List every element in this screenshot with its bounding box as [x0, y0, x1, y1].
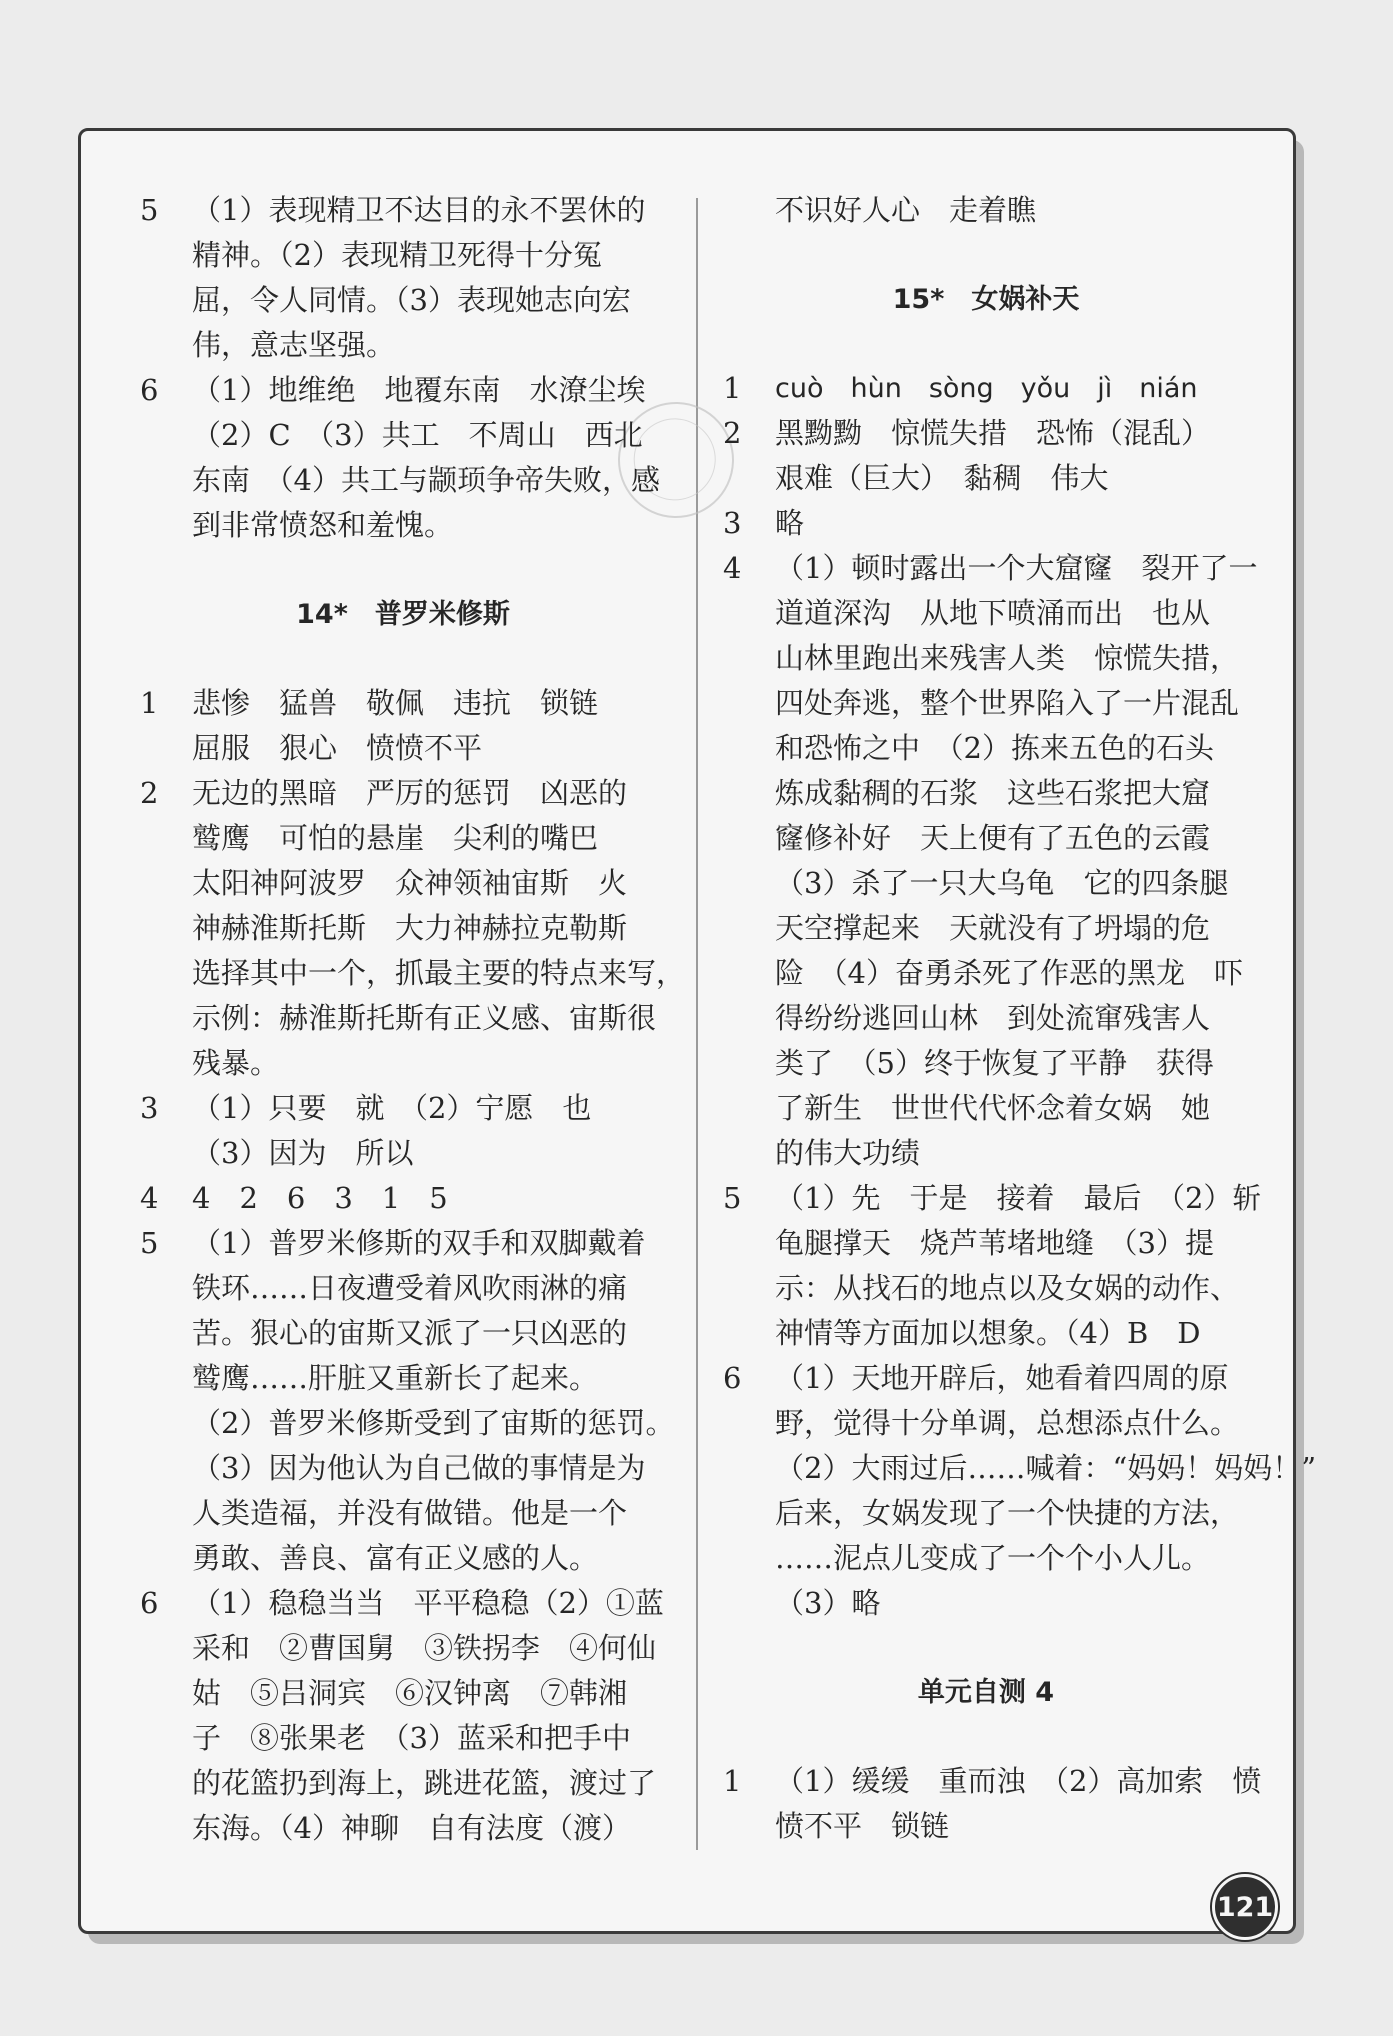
answer-number: 2	[140, 776, 159, 810]
answer-number: 6	[140, 1586, 159, 1620]
answer-line: 神情等方面加以想象。（4）B D	[775, 1316, 1201, 1350]
answer-line: 精神。（2）表现精卫死得十分冤	[192, 238, 602, 272]
answer-line: 愤不平 锁链	[775, 1809, 950, 1843]
answer-line: （1）顿时露出一个大窟窿 裂开了一	[775, 551, 1258, 585]
answer-item	[138, 1086, 668, 1176]
answer-line: 炼成黏稠的石浆 这些石浆把大窟	[775, 776, 1211, 810]
answer-line: （1）地维绝 地覆东南 水潦尘埃	[192, 373, 646, 407]
answer-line: 采和 ②曹国舅 ③铁拐李 ④何仙	[192, 1631, 657, 1665]
answer-line: 4 2 6 3 1 5	[192, 1181, 448, 1215]
answer-line: 了新生 世世代代怀念着女娲 她	[775, 1091, 1211, 1125]
answer-line: 道道深沟 从地下喷涌而出 也从	[775, 596, 1211, 630]
answer-line: 神赫淮斯托斯 大力神赫拉克勒斯	[192, 911, 628, 945]
answer-item	[721, 546, 1258, 1176]
right-column	[721, 188, 1317, 1849]
answer-item	[138, 1581, 668, 1851]
answer-line: （2）C （3）共工 不周山 西北	[192, 418, 643, 452]
answer-line: 屈，令人同情。（3）表现她志向宏	[192, 283, 631, 317]
answer-list	[138, 188, 668, 548]
answer-line: 太阳神阿波罗 众神领袖宙斯 火	[192, 866, 628, 900]
answer-line: （1）缓缓 重而浊 （2）高加索 愤	[775, 1764, 1262, 1798]
answer-line: 鹫鹰 可怕的悬崖 尖利的嘴巴	[192, 821, 599, 855]
answer-item	[721, 366, 1251, 411]
answer-line: 鹫鹰……肝脏又重新长了起来。	[192, 1361, 599, 1395]
answer-number: 5	[723, 1181, 742, 1215]
answer-line: （3）因为他认为自己做的事情是为	[192, 1451, 646, 1485]
answer-line: 野，觉得十分单调，总想添点什么。	[775, 1406, 1240, 1440]
answer-line: 天空撑起来 天就没有了坍塌的危	[775, 911, 1211, 945]
answer-line: 子 ⑧张果老 （3）蓝采和把手中	[192, 1721, 631, 1755]
answer-list	[721, 366, 1317, 1626]
answer-line: 悲惨 猛兽 敬佩 违抗 锁链	[192, 686, 599, 720]
answer-number: 1	[140, 686, 159, 720]
answer-item	[721, 1176, 1262, 1356]
answer-item	[138, 1176, 668, 1221]
answer-line: 选择其中一个，抓最主要的特点来写，	[192, 956, 686, 990]
answer-line: （1）稳稳当当 平平稳稳（2）①蓝	[192, 1586, 664, 1620]
answer-line: 屈服 狠心 愤愤不平	[192, 731, 483, 765]
answer-number: 3	[723, 506, 742, 540]
answer-number: 6	[723, 1361, 742, 1395]
answer-number: 5	[140, 193, 159, 227]
answer-item	[138, 188, 668, 368]
answer-line: 示例：赫淮斯托斯有正义感、宙斯很	[192, 1001, 657, 1035]
answer-number: 6	[140, 373, 159, 407]
answer-item	[721, 1759, 1262, 1849]
answer-line: （3）因为 所以	[192, 1136, 414, 1170]
answer-line: 艰难（巨大） 黏稠 伟大	[775, 461, 1109, 495]
answer-line: 四处奔逃，整个世界陷入了一片混乱	[775, 686, 1240, 720]
answer-line: 类了 （5）终于恢复了平静 获得	[775, 1046, 1214, 1080]
answer-line: 的花篮扔到海上，跳进花篮，渡过了	[192, 1766, 657, 1800]
answer-item	[721, 1356, 1317, 1626]
answer-line: 勇敢、善良、富有正义感的人。	[192, 1541, 599, 1575]
answer-line: 东海。（4）神聊 自有法度（渡）	[192, 1811, 631, 1845]
section-heading-15: 15* 女娲补天	[892, 284, 1080, 315]
answer-item	[721, 411, 1251, 501]
answer-line: 险 （4）奋勇杀死了作恶的黑龙 吓	[775, 956, 1243, 990]
answer-line: 后来，女娲发现了一个快捷的方法，	[775, 1496, 1240, 1530]
answer-item	[138, 681, 668, 771]
answer-line: 残暴。	[192, 1046, 280, 1080]
answer-item	[138, 1221, 675, 1581]
answer-line: 人类造福，并没有做错。他是一个	[192, 1496, 628, 1530]
page-number-badge: 121	[1212, 1874, 1278, 1940]
answer-line: 姑 ⑤吕洞宾 ⑥汉钟离 ⑦韩湘	[192, 1676, 628, 1710]
answer-line: （1）普罗米修斯的双手和双脚戴着	[192, 1226, 646, 1260]
answer-line: 到非常愤怒和羞愧。	[192, 508, 454, 542]
answer-line: cuò hùn sòng yǒu jì nián	[775, 373, 1198, 404]
answer-line: 东南 （4）共工与颛顼争帝失败，感	[192, 463, 660, 497]
answer-line: （1）表现精卫不达目的永不罢休的	[192, 193, 646, 227]
answer-item	[138, 368, 668, 548]
section-heading-unit-test: 单元自测 4	[917, 1677, 1055, 1708]
answer-line: （2）普罗米修斯受到了宙斯的惩罚。	[192, 1406, 675, 1440]
answer-line: 略	[775, 506, 805, 540]
answer-item	[721, 501, 1251, 546]
continuation-line: 不识好人心 走着瞧	[775, 193, 1037, 227]
answer-line: 龟腿撑天 烧芦苇堵地缝 （3）提	[775, 1226, 1214, 1260]
section-heading-14: 14* 普罗米修斯	[296, 599, 510, 630]
left-column	[138, 188, 686, 1851]
answer-line: 铁环……日夜遭受着风吹雨淋的痛	[192, 1271, 628, 1305]
answer-number: 1	[723, 371, 742, 405]
answer-item	[138, 771, 686, 1086]
answer-line: （2）大雨过后……喊着：“妈妈！妈妈！”	[775, 1451, 1317, 1485]
answer-line: （1）只要 就 （2）宁愿 也	[192, 1091, 592, 1125]
answer-number: 3	[140, 1091, 159, 1125]
answer-line: 伟，意志坚强。	[192, 328, 396, 362]
answer-line: （3）杀了一只大乌龟 它的四条腿	[775, 866, 1229, 900]
answer-line: 黑黝黝 惊慌失措 恐怖（混乱）	[775, 416, 1211, 450]
answer-line: 的伟大功绩	[775, 1136, 921, 1170]
answer-line: 和恐怖之中 （2）拣来五色的石头	[775, 731, 1214, 765]
answer-number: 2	[723, 416, 742, 450]
answer-list	[138, 681, 686, 1851]
answer-line: 无边的黑暗 严厉的惩罚 凶恶的	[192, 776, 628, 810]
answer-number: 1	[723, 1764, 742, 1798]
answer-list	[721, 1759, 1262, 1849]
answer-line: （3）略	[775, 1586, 881, 1620]
answer-number: 5	[140, 1226, 159, 1260]
answer-line: 窿修补好 天上便有了五色的云霞	[775, 821, 1211, 855]
answer-number: 4	[723, 551, 742, 585]
answer-line: ……泥点儿变成了一个个小人儿。	[775, 1541, 1211, 1575]
answer-line: 苦。狠心的宙斯又派了一只凶恶的	[192, 1316, 628, 1350]
answer-line: 得纷纷逃回山林 到处流窜残害人	[775, 1001, 1211, 1035]
answer-line: （1）天地开辟后，她看着四周的原	[775, 1361, 1229, 1395]
answer-line: （1）先 于是 接着 最后 （2）斩	[775, 1181, 1262, 1215]
answer-line: 示：从找石的地点以及女娲的动作、	[775, 1271, 1240, 1305]
answer-number: 4	[140, 1181, 159, 1215]
answer-line: 山林里跑出来残害人类 惊慌失措，	[775, 641, 1240, 675]
